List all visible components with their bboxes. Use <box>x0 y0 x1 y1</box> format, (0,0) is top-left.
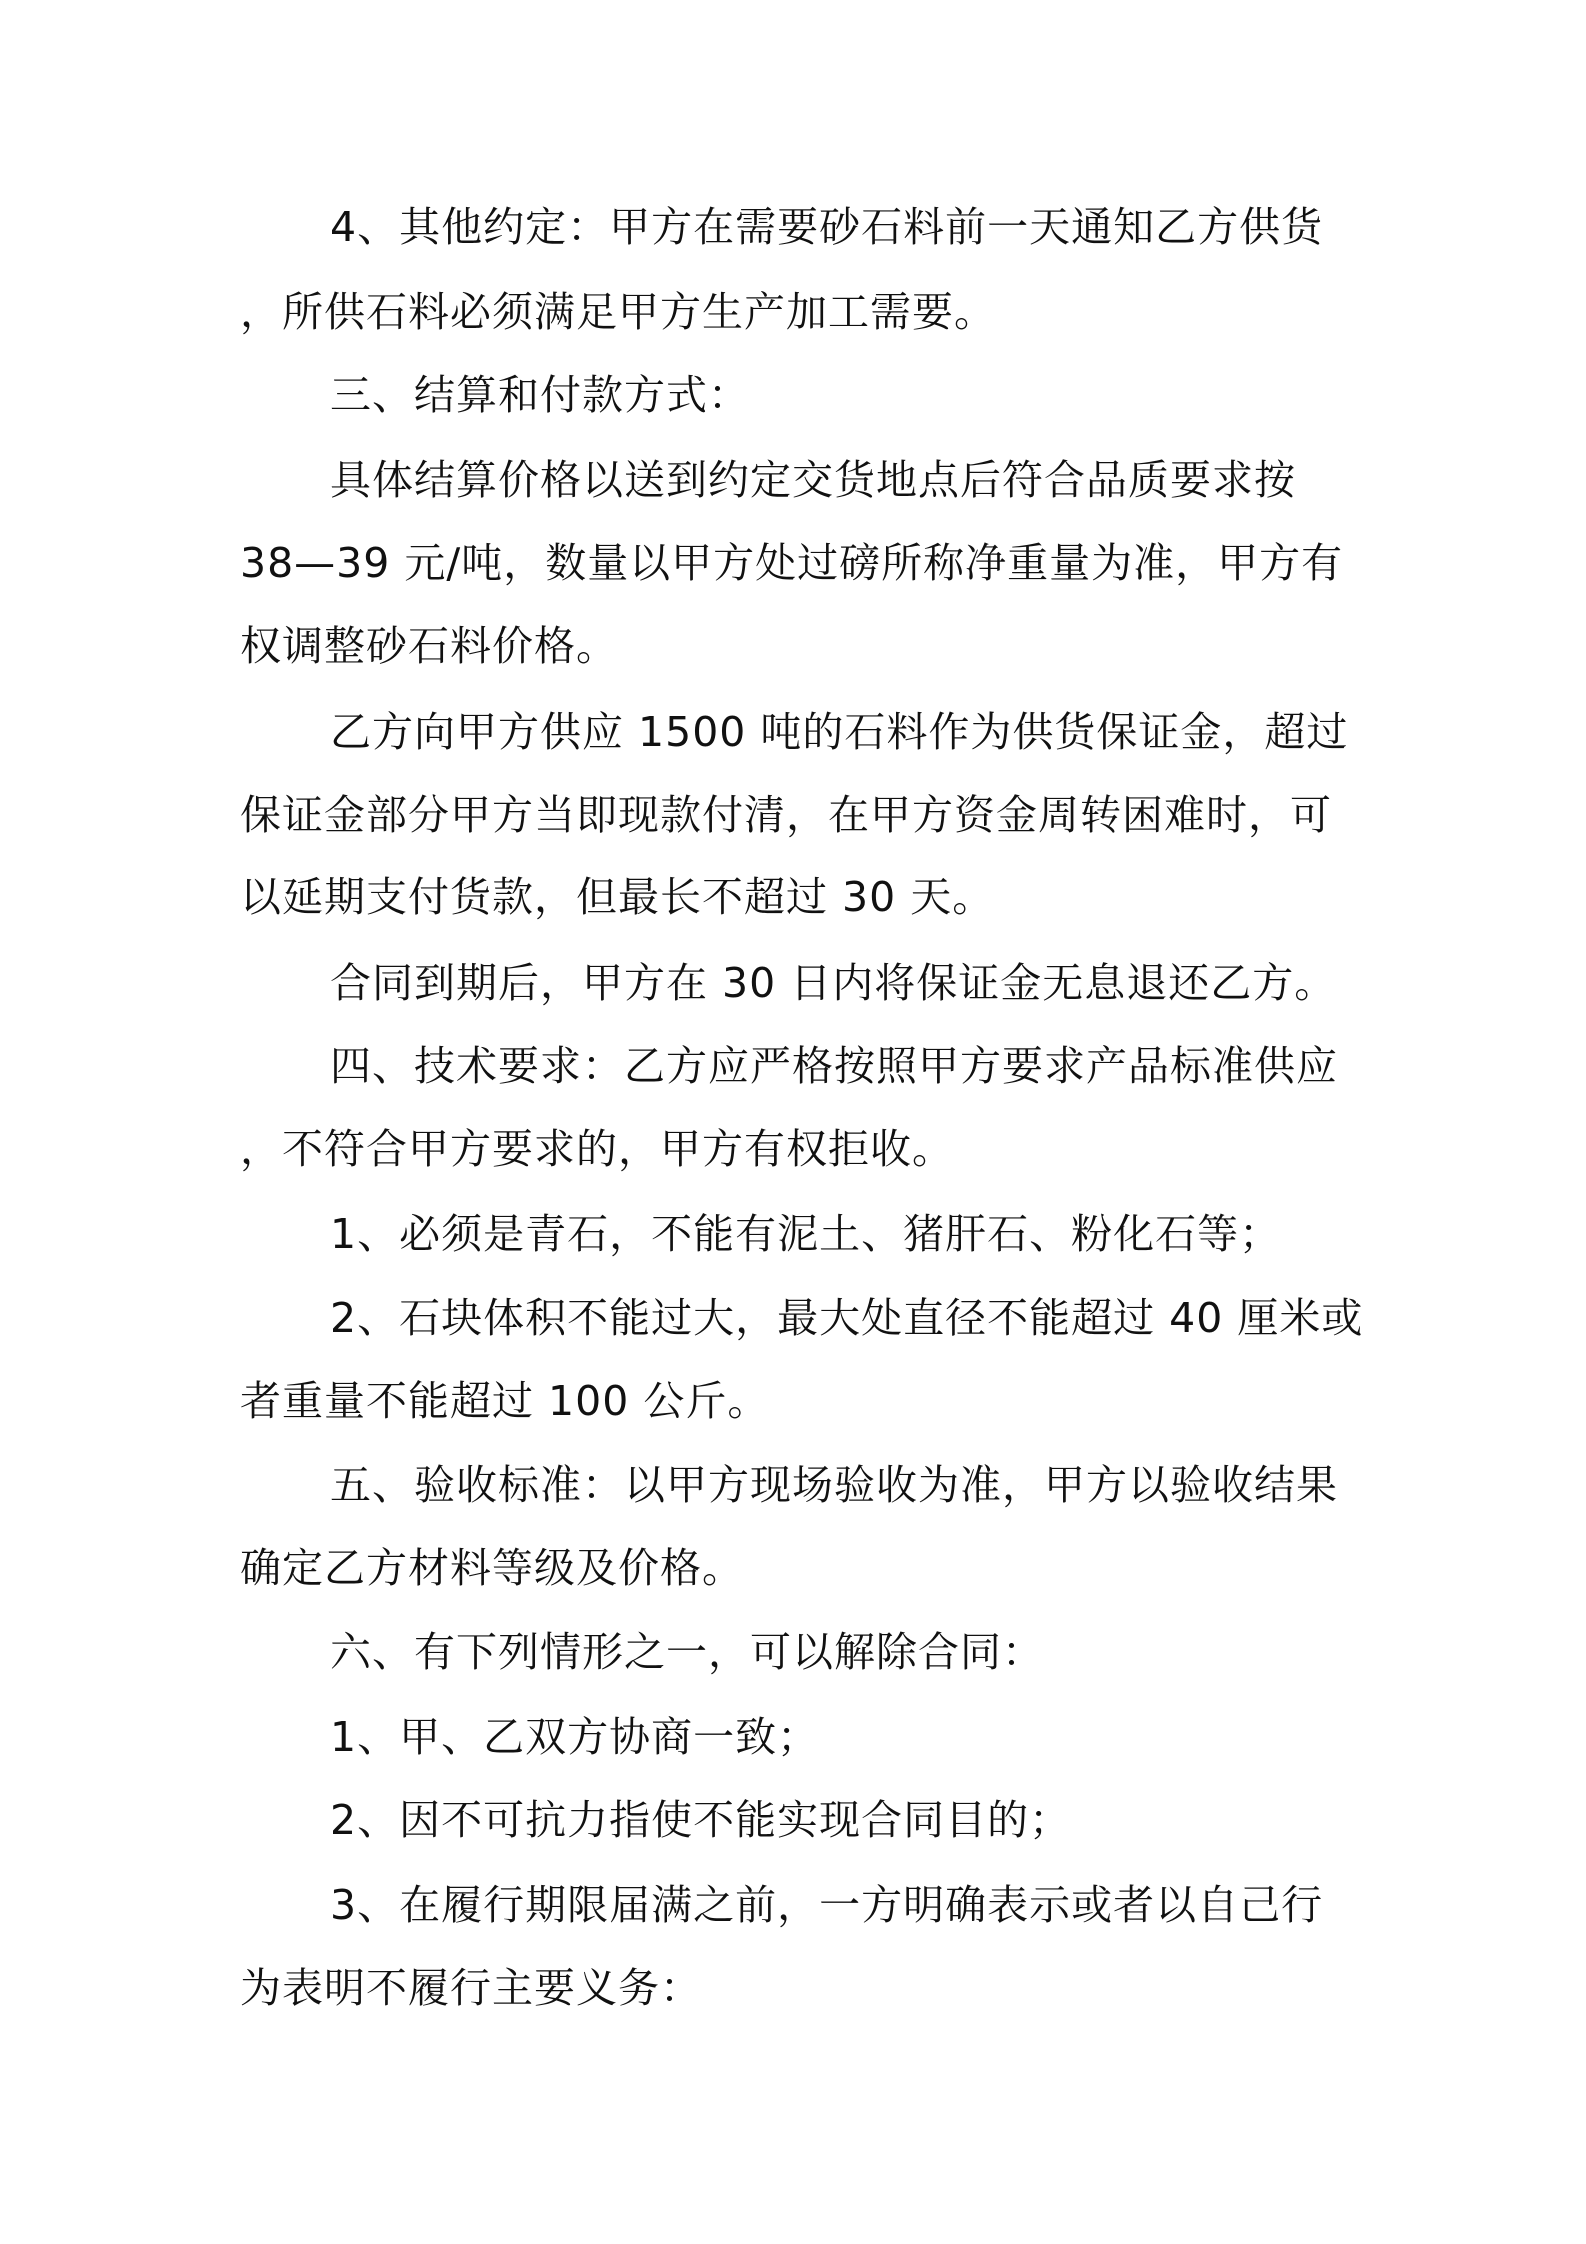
clause-4-continuation: ，所供石料必须满足甲方生产加工需要。 <box>240 288 996 336</box>
termination-condition-3-line-1: 3、在履行期限届满之前，一方明确表示或者以自己行 <box>330 1881 1324 1929</box>
section-4-heading: 四、技术要求：乙方应严格按照甲方要求产品标准供应 <box>330 1042 1338 1090</box>
clause-4-other-terms: 4、其他约定：甲方在需要砂石料前一天通知乙方供货 <box>330 203 1324 251</box>
deposit-paragraph-line-3: 以延期支付货款，但最长不超过 30 天。 <box>240 873 995 921</box>
termination-condition-1: 1、甲、乙双方协商一致； <box>330 1713 820 1761</box>
tech-requirement-2-line-2: 者重量不能超过 100 公斤。 <box>240 1377 770 1425</box>
tech-requirement-1: 1、必须是青石，不能有泥土、猪肝石、粉化石等； <box>330 1210 1282 1258</box>
section-5-heading: 五、验收标准：以甲方现场验收为准，甲方以验收结果 <box>330 1461 1338 1509</box>
termination-condition-2: 2、因不可抗力指使不能实现合同目的； <box>330 1796 1072 1844</box>
section-3-heading: 三、结算和付款方式： <box>330 371 750 419</box>
pricing-paragraph-line-1: 具体结算价格以送到约定交货地点后符合品质要求按 <box>330 456 1296 504</box>
section-4-continuation: ，不符合甲方要求的，甲方有权拒收。 <box>240 1125 954 1173</box>
pricing-paragraph-line-2: 38—39 元/吨，数量以甲方处过磅所称净重量为准，甲方有 <box>240 539 1344 587</box>
refund-paragraph: 合同到期后，甲方在 30 日内将保证金无息退还乙方。 <box>330 959 1337 1007</box>
section-5-continuation: 确定乙方材料等级及价格。 <box>240 1544 744 1592</box>
section-6-heading: 六、有下列情形之一，可以解除合同： <box>330 1628 1044 1676</box>
deposit-paragraph-line-1: 乙方向甲方供应 1500 吨的石料作为供货保证金，超过 <box>330 708 1349 756</box>
deposit-paragraph-line-2: 保证金部分甲方当即现款付清，在甲方资金周转困难时，可 <box>240 791 1332 839</box>
termination-condition-3-line-2: 为表明不履行主要义务： <box>240 1964 702 2012</box>
pricing-paragraph-line-3: 权调整砂石料价格。 <box>240 622 618 670</box>
tech-requirement-2-line-1: 2、石块体积不能过大，最大处直径不能超过 40 厘米或 <box>330 1294 1364 1342</box>
